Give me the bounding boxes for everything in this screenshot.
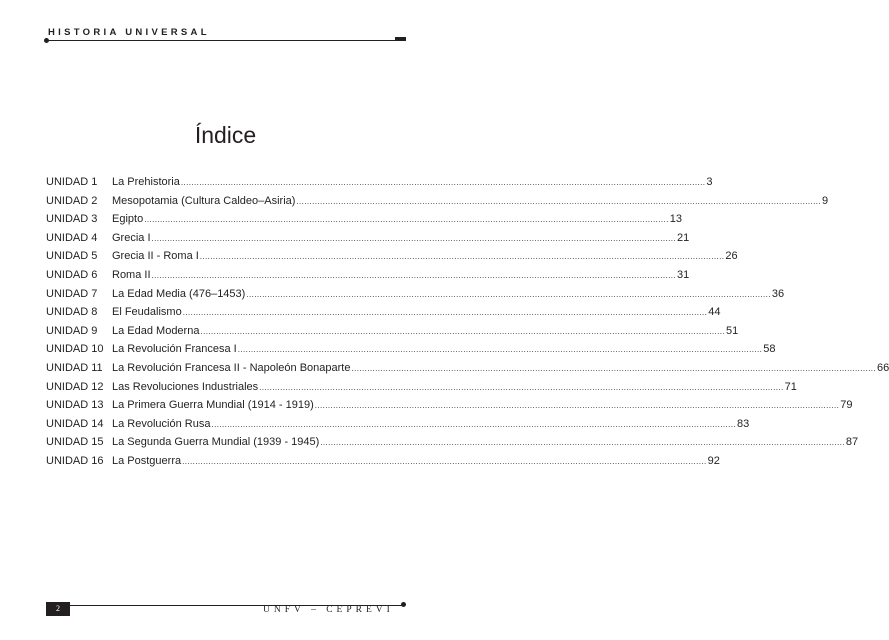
- table-of-contents: [46, 173, 889, 471]
- toc-dot-leader: ........................................................................................................................................................................................................: [314, 401, 840, 411]
- toc-entry-title: El Feudalismo: [112, 306, 182, 319]
- toc-unit-label: UNIDAD 11: [46, 361, 103, 374]
- toc-entry-title: Mesopotamia (Cultura Caldeo–Asiria): [112, 194, 296, 207]
- toc-unit-label: UNIDAD 1: [46, 176, 98, 188]
- toc-unit-label: UNIDAD 14: [46, 417, 104, 430]
- toc-entry-title: Egipto: [112, 213, 144, 226]
- toc-entry: [46, 303, 721, 322]
- toc-page-number: 66: [877, 361, 889, 374]
- toc-entry-title: La Edad Media (476–1453): [112, 287, 246, 300]
- toc-unit-label: UNIDAD 13: [46, 399, 104, 412]
- header-rule: [46, 40, 401, 41]
- toc-dot-leader: ........................................................................................................................................................................................................: [211, 419, 736, 429]
- toc-page-number: 79: [840, 399, 853, 412]
- toc-entry-title: La Edad Moderna: [112, 324, 200, 337]
- toc-unit-label: UNIDAD 8: [46, 306, 98, 319]
- toc-dot-leader: ........................................................................................................................................................................................................: [182, 456, 707, 466]
- toc-dot-leader: ........................................................................................................................................................................................................: [246, 289, 771, 299]
- toc-page-number: 36: [771, 287, 785, 300]
- toc-page-number: 51: [725, 324, 739, 337]
- toc-unit-label: UNIDAD 6: [46, 268, 98, 281]
- toc-entry: [46, 378, 797, 397]
- toc-dot-leader: ........................................................................................................................................................................................................: [259, 382, 784, 392]
- toc-unit-label: UNIDAD 16: [46, 454, 104, 467]
- toc-page-number: 58: [763, 343, 776, 356]
- toc-entry: [46, 247, 738, 266]
- header-tab-ornament: [395, 37, 406, 41]
- toc-unit-label: UNIDAD 15: [46, 436, 104, 449]
- toc-dot-leader: ........................................................................................................................................................................................................: [351, 363, 877, 373]
- toc-entry-title: Grecia I: [112, 231, 151, 244]
- toc-entry: [46, 433, 859, 452]
- footer-organization: UNFV – CEPREVI: [263, 605, 394, 615]
- toc-unit-label: UNIDAD 10: [46, 343, 104, 356]
- toc-dot-leader: ........................................................................................................................................................................................................: [151, 270, 677, 280]
- toc-dot-leader: ........................................................................................................................................................................................................: [320, 438, 845, 448]
- toc-dot-leader: ........................................................................................................................................................................................................: [144, 215, 669, 225]
- toc-page-number: 31: [677, 268, 690, 281]
- toc-entry: [46, 396, 853, 415]
- toc-entry: [46, 285, 785, 304]
- toc-entry: [46, 192, 829, 211]
- toc-dot-leader: ........................................................................................................................................................................................................: [180, 178, 706, 187]
- toc-entry-title: Grecia II - Roma I: [112, 250, 199, 263]
- toc-unit-label: UNIDAD 5: [46, 250, 98, 263]
- toc-entry: [46, 322, 739, 341]
- toc-entry-title: La Revolución Francesa I: [112, 343, 237, 356]
- page-title: Índice: [194, 122, 257, 148]
- toc-entry: [46, 229, 690, 248]
- toc-dot-leader: ........................................................................................................................................................................................................: [237, 345, 763, 355]
- toc-entry: [46, 415, 750, 434]
- toc-dot-leader: ........................................................................................................................................................................................................: [151, 233, 677, 243]
- toc-dot-leader: ........................................................................................................................................................................................................: [296, 196, 821, 206]
- toc-entry-title: La Revolución Rusa: [112, 417, 211, 430]
- toc-page-number: 9: [821, 194, 829, 207]
- toc-page-number: 44: [708, 306, 721, 319]
- toc-entry: [46, 359, 889, 378]
- toc-dot-leader: ........................................................................................................................................................................................................: [199, 252, 725, 262]
- toc-page-number: 87: [845, 436, 859, 449]
- toc-unit-label: UNIDAD 12: [46, 380, 104, 393]
- toc-entry-title: La Revolución Francesa II - Napoleón Bonaparte: [112, 361, 351, 374]
- toc-unit-label: UNIDAD 9: [46, 324, 98, 337]
- toc-entry: [46, 210, 682, 229]
- toc-page-number: 3: [706, 176, 713, 188]
- toc-entry: [46, 173, 713, 192]
- toc-page-number: 83: [736, 417, 750, 430]
- toc-entry: [46, 452, 720, 471]
- toc-unit-label: UNIDAD 3: [46, 213, 98, 226]
- toc-entry: [46, 340, 776, 359]
- toc-dot-leader: ........................................................................................................................................................................................................: [200, 326, 725, 336]
- toc-entry: [46, 266, 690, 285]
- toc-entry-title: Las Revoluciones Industriales: [112, 380, 259, 393]
- toc-entry-title: La Postguerra: [112, 454, 182, 467]
- toc-page-number: 92: [707, 454, 720, 467]
- page-number: 2: [46, 602, 70, 616]
- toc-page-number: 26: [725, 250, 738, 263]
- toc-entry-title: La Primera Guerra Mundial (1914 - 1919): [112, 399, 314, 412]
- toc-dot-leader: ........................................................................................................................................................................................................: [182, 308, 708, 318]
- toc-page-number: 71: [784, 380, 797, 393]
- toc-entry-title: Roma II: [112, 268, 151, 281]
- toc-page-number: 21: [677, 231, 690, 244]
- toc-unit-label: UNIDAD 7: [46, 287, 98, 300]
- toc-page-number: 13: [669, 213, 682, 226]
- toc-unit-label: UNIDAD 2: [46, 194, 98, 207]
- toc-entry-title: La Segunda Guerra Mundial (1939 - 1945): [112, 436, 320, 449]
- running-header-title: HISTORIA UNIVERSAL: [48, 27, 210, 38]
- toc-entry-title: La Prehistoria: [112, 176, 180, 188]
- footer-bullet-ornament: [401, 602, 406, 607]
- toc-unit-label: UNIDAD 4: [46, 231, 98, 244]
